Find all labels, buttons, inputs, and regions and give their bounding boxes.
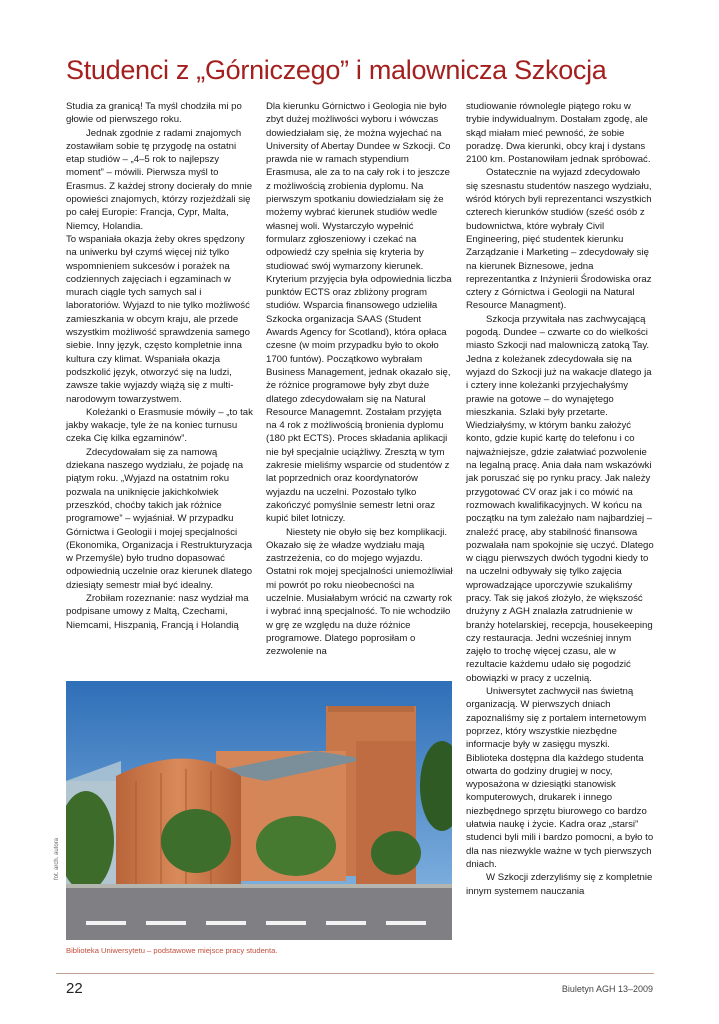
paragraph: studiowanie równolegle piątego roku w trybie indywidualnym. Dostałam zgodę, ale skąd miałam mieć pewność, że sobie poradzę. Dwa kierunki, obcy kraj i dystans 2100 km. Postanowiłam jednak spróbować. [466, 101, 651, 166]
paragraph: Zdecydowałam się za namową dziekana naszego wydziału, że pojadę na piątym roku. „Wyjazd na ostatnim roku pozwala na uniknięcie jakichkolwiek przeszkód, choćby takich jak różnice programowe” – wyjaśniał. W przypadku Górnictwa i Geologii i mojej specjalności (Ekonomika, Organizacja i Restrukturyzacja w Przemyśle) było trudno dopasować odpowiednią uczelnie oraz kierunek dlatego dziesiąty semestr miał być idealny. [66, 446, 253, 591]
photo-caption: Biblioteka Uniwersytetu – podstawowe miejsce pracy studenta. [66, 946, 278, 955]
library-photo [66, 681, 452, 940]
paragraph: Ostatecznie na wyjazd zdecydowało się szesnastu studentów naszego wydziału, wśród których byli reprezentanci wszystkich czterech kierunków studiów (sześć osób z budownictwa, które wybrały Civil Engineering, pięć studentek kierunku Zarządzanie i Marketing – zdecydowały się na kierunek Biznesowe, jedna reprezentantka z Inżynierii Środowiska oraz cztery z Górnictwa i Geologii na Natural Resource Managment). [466, 167, 652, 312]
paragraph: Dla kierunku Górnictwo i Geologia nie było zbyt dużej możliwości wyboru i wówczas dowiedziałam się, że można wyjechać na University of Abertay Dundee w Szkocji. Co prawda nie w ramach stypendium Erasmusa, ale za to na cały rok i to jeszcze z możliwością zrobienia dyplomu. Na pierwszym spotkaniu dowiedziałam się że możemy wybrać kierunek studiów wedle własnej woli. Wystarczyło wypełnić formularz zgłoszeniowy i czekać na odpowiedź czy spełnia się kryteria by studiować swój wymarzony kierunek. Kryterium przyjęcia była odpowiednia liczba punktów ECTS oraz zbliżony program studiów. Wsparcia finansowego udzieliła Szkocka organizacja SAAS (Student Awards Agency for Scotland), która opłaca czesne (w moim przypadku było to około 1700 funtów). Początkowo wybrałam Business Management, jednak okazało się, że różnice programowe były zbyt duże dlatego zdecydowałam się na Natural Resource Managemnt. Zostałam przyjęta na 4 rok z możliwością bronienia dyplomu (180 pkt ECTS). Proces składania aplikacji nie był specjalnie uciążliwy. Zresztą w tym zakresie mieliśmy wsparcie od studentów z lat poprzednich oraz koordynatorów wyjazdu na uczelni. Pozostało tylko zakończyć pomyślnie semestr letni oraz kupić bilet lotniczy. [266, 101, 452, 525]
text-column-1 [66, 100, 254, 632]
photo-credit: fot. arch. autora [54, 837, 60, 880]
paragraph: Koleżanki o Erasmusie mówiły – „to tak jakby wakacje, tyle że na koniec turnusu czeka Cię kilka egzaminów”. [66, 406, 253, 445]
footer-divider [56, 973, 654, 974]
paragraph: Studia za granicą! Ta myśl chodziła mi po głowie od pierwszego roku. [66, 101, 242, 126]
article-title: Studenci z „Górniczego” i malownicza Szkocja [66, 55, 607, 85]
paragraph: Zrobiłam rozeznanie: nasz wydział ma podpisane umowy z Maltą, Czechami, Niemcami, Hiszpanią, Francją i Holandią [66, 592, 249, 631]
paragraph: Jednak zgodnie z radami znajomych zostawiłam sobie tę przygodę na ostatni etap studiów – „4–5 rok to najlepszy moment” – mówili. Pierwsza myśl to Erasmus. Z każdej strony docierały do mnie opowieści znajomych, którzy rozjeżdżali się po całej Europie: Francja, Cypr, Malta, Niemcy, Holandia. [66, 127, 253, 232]
page-number: 22 [66, 980, 83, 997]
paragraph: To wspaniała okazja żeby okres spędzony na uniwerku był czymś więcej niż tylko wspomnieniem sukcesów i porażek na codziennych zajęciach i egzaminach w murach ciągle tych samych sal i laboratoriów. Wyjazd to nie tylko możliwość zamieszkania w obcym kraju, ale przede wszystkim możliwość sprawdzenia samego siebie. Inny język, często kompletnie inna kultura czy klimat. Wspaniała okazja podszkolić język, otworzyć się na ludzi, zawsze takie wyjazdy wiążą się z multi-narodowym towarzystwem. [66, 233, 250, 405]
paragraph: W Szkocji zderzyliśmy się z kompletnie innym systemem nauczania [466, 872, 653, 897]
publication-footer: Biuletyn AGH 13–2009 [561, 984, 653, 994]
text-column-3 [466, 100, 654, 898]
text-column-2 [266, 100, 454, 658]
paragraph: Szkocja przywitała nas zachwycającą pogodą. Dundee – czwarte co do wielkości miasto Szkocji nad malowniczą zatoką Tay. Jedna z koleżanek zdecydowała się na wyjazd do Szkocji już na wakacje dlatego ja i cztery inne koleżanki przyjechałyśmy prawie na gotowe – do wynajętego mieszkania. Szlaki były przetarte. Wiedziałyśmy, w którym banku założyć konto, gdzie kupić kartę do telefonu i co najważniejsze, gdzie załatwiać pozwolenie na legalną pracę. Ania dała nam wskazówki jak poruszać się po rynku pracy. Jak należy przygotować CV oraz jak i co mówić na rozmowach kwalifikacyjnych. W końcu na początku na tym zależało nam najbardziej – znaleźć pracę, aby stabilność finansowa pozwalała nam spokojnie się uczyć. Dlatego w ciągu pierwszych dwóch tygodni kiedy to na uczelni odbywały się tylko zajęcia wprowadzające uporczywie szukaliśmy pracy. Tak się jakoś złożyło, że większość drużyny z AGH znalazła zatrudnienie w branży hotelarskiej, recepcja, housekeeping czy restauracja. Jedni wcześniej innym zajęło to trochę więcej czasu, ale w rezultacie każdemu udało się pogodzić obowiązki w pracy z uczelnią. [466, 313, 654, 684]
paragraph: Niestety nie obyło się bez komplikacji. Okazało się że władze wydziału mają zastrzeżenia, co do mojego wyjazdu. Ostatni rok mojej specjalności uniemożliwiał mi powrót po roku nieobecności na uczelnie. Musiałabym wrócić na czwarty rok i wybrać inną specjalność. To nie wchodziło w grę ze względu na duże różnice programowe. Dlatego poprosiłam o zezwolenie na [266, 526, 453, 658]
paragraph: Uniwersytet zachwycił nas świetną organizacją. W pierwszych dniach zapoznaliśmy się z portalem internetowym poprzez, który wszystkie niezbędne informacje były w zasięgu myszki. Biblioteka dostępna dla każdego studenta otwarta do godziny drugiej w nocy, wyposażona w dziesiątki stanowisk komputerowych, drukarek i innego niezbędnego sprzętu biurowego co bardzo ułatwia naukę i życie. Kadra oraz „starsi” studenci byli mili i bardzo pomocni, a było to dla nas niezwykle ważne w tych pierwszych dniach. [466, 686, 654, 870]
